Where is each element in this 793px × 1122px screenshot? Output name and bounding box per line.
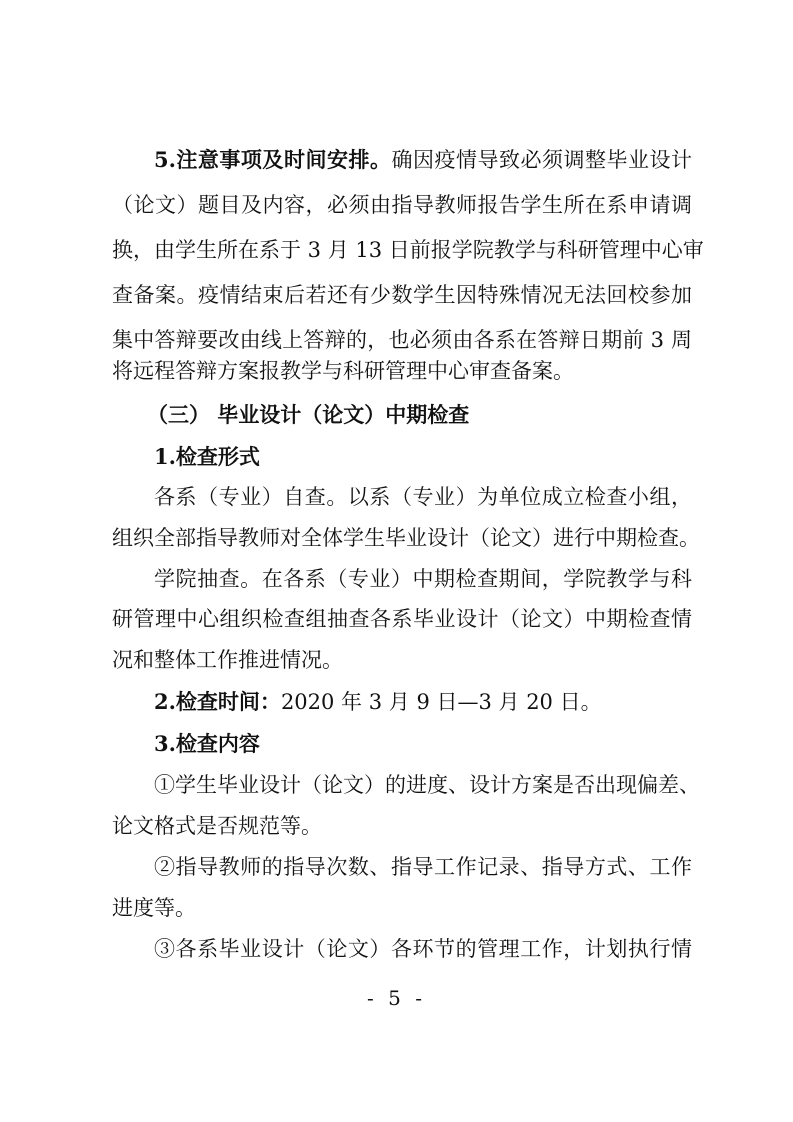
page-number: - 5 - bbox=[367, 986, 426, 1010]
paragraph-5-line-6: 将远程答辩方案报教学与科研管理中心审查备案。 bbox=[112, 359, 574, 383]
content-item-1-line-1: ①学生毕业设计（论文）的进度、设计方案是否出现偏差、 bbox=[154, 773, 700, 797]
sub-heading-check-form: 1.检查形式 bbox=[154, 444, 260, 469]
spot-check-line-2: 研管理中心组织检查组抽查各系毕业设计（论文）中期检查情 bbox=[112, 607, 692, 631]
paragraph-5-line-1 bbox=[154, 146, 692, 176]
content-item-2-line-1: ②指导教师的指导次数、指导工作记录、指导方式、工作 bbox=[154, 855, 692, 879]
sub-heading-check-content: 3.检查内容 bbox=[154, 731, 260, 756]
paragraph-5-line-1-text: 确因疫情导致必须调整毕业设计 bbox=[391, 148, 692, 172]
content-item-1-line-2: 论文格式是否规范等。 bbox=[112, 814, 322, 838]
paragraph-5-line-4: 查备案。疫情结束后若还有少数学生因特殊情况无法回校参加 bbox=[112, 283, 692, 307]
content-item-3-line-1: ③各系毕业设计（论文）各环节的管理工作，计划执行情 bbox=[154, 937, 692, 961]
content-item-2-line-2: 进度等。 bbox=[112, 896, 196, 920]
spot-check-line-1: 学院抽查。在各系（专业）中期检查期间，学院教学与科 bbox=[154, 567, 692, 591]
section-3-heading: （三） 毕业设计（论文）中期检查 bbox=[147, 402, 470, 427]
check-time-line bbox=[154, 688, 692, 718]
check-time-value: 2020 年 3 月 9 日—3 月 20 日。 bbox=[280, 690, 602, 714]
paragraph-5-line-2: （论文）题目及内容，必须由指导教师报告学生所在系申请调 bbox=[112, 193, 692, 217]
self-check-line-1: 各系（专业）自查。以系（专业）为单位成立检查小组， bbox=[154, 485, 692, 509]
paragraph-5-line-3: 换，由学生所在系于 3 月 13 日前报学院教学与科研管理中心审 bbox=[112, 238, 704, 262]
self-check-line-2: 组织全部指导教师对全体学生毕业设计（论文）进行中期检查。 bbox=[112, 526, 700, 550]
spot-check-line-3: 况和整体工作推进情况。 bbox=[112, 648, 343, 672]
paragraph-5-line-5: 集中答辩要改由线上答辩的，也必须由各系在答辩日期前 3 周 bbox=[112, 328, 692, 352]
paragraph-5-lead: 5.注意事项及时间安排。 bbox=[154, 147, 392, 172]
check-time-label: 2.检查时间： bbox=[154, 689, 281, 714]
